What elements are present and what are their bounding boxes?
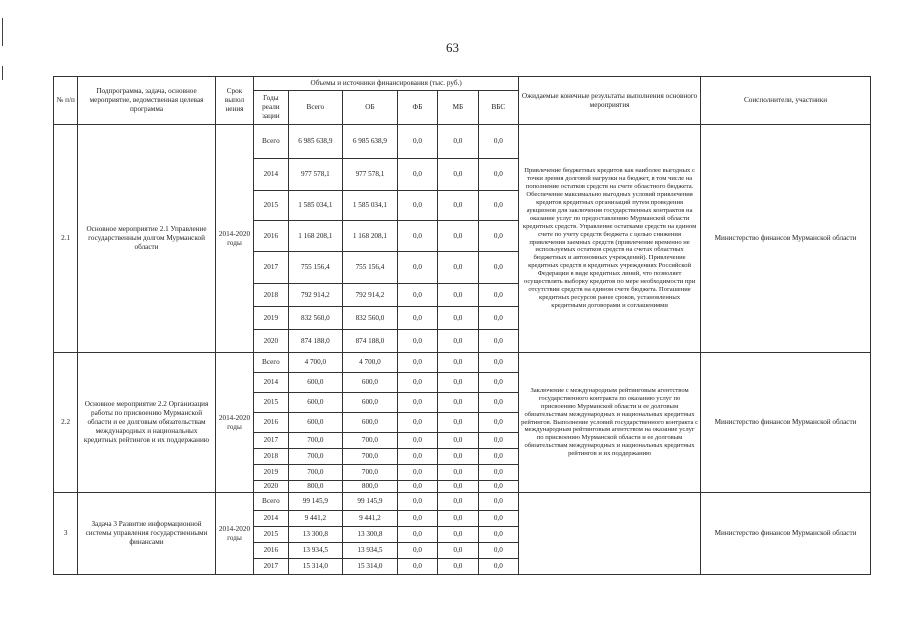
- header-financing: Объемы и источники финансирования (тыс. руб.): [254, 77, 519, 91]
- section-name: Основное мероприятие 2.2 Организация работы по присвоению Мурманской области и ее долговым обязательствам международных и национальных кредитных рейтингов и их поддержанию: [78, 353, 216, 493]
- cell-vbs: 0,0: [478, 125, 518, 159]
- cell-mb: 0,0: [438, 125, 478, 159]
- cell-ob: 1 168 208,1: [343, 221, 398, 252]
- cell-vbs: 0,0: [478, 330, 518, 353]
- cell-vbs: 0,0: [478, 373, 518, 393]
- section-result: Привлечение бюджетных кредитов как наиболее выгодных с точки зрения долговой нагрузки на бюджет, в том числе на пополнение остатков средств на счете областного бюджета. Обеспечение максимально выгодных условий привлечения кредитов кредитных организаций путем проведения аукционов для заключения государственных контрактов на оказание услуг по предоставлению Мурманской области кредитных средств. Управление остатками средств на едином счете по учету средств бюджета с целью снижения привлечения заемных средств (привлечение временно не используемых остатков средств на счетах областных бюджетных и автономных учреждений). Привлечение кредитных средств в кредитных учреждениях Российской Федерации в виде кредитных линий, что позволяет осуществлять выборку кредитов по мере необходимости при отсутствии средств на едином счете бюджета. Погашение кредитных ресурсов ранее сроков, установленных кредитными договорами и соглашениями: [519, 125, 701, 353]
- header-mb: МБ: [438, 91, 478, 125]
- cell-vbs: 0,0: [478, 413, 518, 433]
- section-co-executors: Министерство финансов Мурманской области: [701, 353, 871, 493]
- cell-year: 2016: [254, 543, 288, 559]
- header-term: Срок выпол нения: [215, 77, 253, 125]
- cell-vbs: 0,0: [478, 527, 518, 543]
- cell-vsego: 13 934,5: [288, 543, 343, 559]
- header-fb: ФБ: [397, 91, 437, 125]
- cell-vbs: 0,0: [478, 284, 518, 307]
- cell-year: Всего: [254, 353, 288, 373]
- cell-vsego: 792 914,2: [288, 284, 343, 307]
- cell-ob: 1 585 034,1: [343, 191, 398, 221]
- cell-ob: 700,0: [343, 465, 398, 481]
- cell-vbs: 0,0: [478, 221, 518, 252]
- cell-vbs: 0,0: [478, 511, 518, 527]
- table-row: [54, 353, 871, 373]
- cell-mb: 0,0: [438, 559, 478, 575]
- cell-fb: 0,0: [397, 159, 437, 191]
- cell-ob: 792 914,2: [343, 284, 398, 307]
- cell-fb: 0,0: [397, 543, 437, 559]
- cell-year: 2018: [254, 284, 288, 307]
- cell-vsego: 700,0: [288, 433, 343, 449]
- section-number: 3: [54, 493, 78, 575]
- header-vsego: Всего: [288, 91, 343, 125]
- cell-year: 2017: [254, 559, 288, 575]
- cell-year: 2020: [254, 330, 288, 353]
- cell-ob: 700,0: [343, 449, 398, 465]
- cell-fb: 0,0: [397, 493, 437, 511]
- cell-mb: 0,0: [438, 511, 478, 527]
- cell-ob: 13 934,5: [343, 543, 398, 559]
- financing-plan-table: [53, 76, 871, 575]
- cell-vsego: 977 578,1: [288, 159, 343, 191]
- cell-vsego: 1 585 034,1: [288, 191, 343, 221]
- cell-vsego: 9 441,2: [288, 511, 343, 527]
- cell-ob: 13 300,8: [343, 527, 398, 543]
- section-name: Основное мероприятие 2.1 Управление государственным долгом Мурманской области: [78, 125, 216, 353]
- cell-year: 2014: [254, 373, 288, 393]
- cell-vbs: 0,0: [478, 449, 518, 465]
- cell-ob: 6 985 638,9: [343, 125, 398, 159]
- cell-mb: 0,0: [438, 353, 478, 373]
- cell-ob: 755 156,4: [343, 252, 398, 284]
- cell-year: 2014: [254, 159, 288, 191]
- cell-fb: 0,0: [397, 413, 437, 433]
- cell-vsego: 832 560,0: [288, 307, 343, 330]
- cell-vbs: 0,0: [478, 191, 518, 221]
- cell-fb: 0,0: [397, 252, 437, 284]
- cell-vbs: 0,0: [478, 159, 518, 191]
- cell-mb: 0,0: [438, 465, 478, 481]
- section-co-executors: Министерство финансов Мурманской области: [701, 125, 871, 353]
- scan-edge-mark-bottom: [2, 66, 3, 80]
- cell-mb: 0,0: [438, 433, 478, 449]
- section-result: Заключение с международным рейтинговым агентством государственного контракта по оказанию услуг по присвоению Мурманской области и ее долговым обязательствам международных и национальных кредитных рейтингов. Выполнение условий государственного контракта с международным рейтинговым агентством на оказание услуг по присвоению Мурманской области и ее долговым обязательствам международных и национальных кредитных рейтингов и их поддержанию: [519, 353, 701, 493]
- cell-vsego: 4 700,0: [288, 353, 343, 373]
- cell-fb: 0,0: [397, 449, 437, 465]
- cell-year: 2015: [254, 393, 288, 413]
- plan-body: [54, 125, 871, 575]
- cell-year: 2015: [254, 191, 288, 221]
- cell-fb: 0,0: [397, 330, 437, 353]
- cell-ob: 15 314,0: [343, 559, 398, 575]
- section-number: 2.2: [54, 353, 78, 493]
- cell-year: 2017: [254, 433, 288, 449]
- cell-ob: 874 188,0: [343, 330, 398, 353]
- cell-fb: 0,0: [397, 511, 437, 527]
- cell-year: 2015: [254, 527, 288, 543]
- cell-vsego: 600,0: [288, 373, 343, 393]
- section-number: 2.1: [54, 125, 78, 353]
- cell-vbs: 0,0: [478, 481, 518, 493]
- cell-vsego: 800,0: [288, 481, 343, 493]
- cell-vbs: 0,0: [478, 433, 518, 449]
- cell-vsego: 600,0: [288, 393, 343, 413]
- cell-year: 2017: [254, 252, 288, 284]
- cell-vsego: 874 188,0: [288, 330, 343, 353]
- cell-mb: 0,0: [438, 191, 478, 221]
- cell-vbs: 0,0: [478, 307, 518, 330]
- cell-mb: 0,0: [438, 413, 478, 433]
- section-term: 2014-2020 годы: [215, 493, 253, 575]
- cell-vbs: 0,0: [478, 465, 518, 481]
- cell-ob: 9 441,2: [343, 511, 398, 527]
- cell-mb: 0,0: [438, 284, 478, 307]
- cell-fb: 0,0: [397, 221, 437, 252]
- cell-year: 2016: [254, 413, 288, 433]
- cell-mb: 0,0: [438, 252, 478, 284]
- header-no: № п/п: [54, 77, 78, 125]
- cell-mb: 0,0: [438, 449, 478, 465]
- cell-mb: 0,0: [438, 493, 478, 511]
- cell-vbs: 0,0: [478, 393, 518, 413]
- cell-vsego: 13 300,8: [288, 527, 343, 543]
- section-term: 2014-2020 годы: [215, 353, 253, 493]
- table-row: [54, 493, 871, 511]
- cell-ob: 700,0: [343, 433, 398, 449]
- cell-vsego: 700,0: [288, 449, 343, 465]
- cell-mb: 0,0: [438, 159, 478, 191]
- cell-ob: 977 578,1: [343, 159, 398, 191]
- cell-ob: 600,0: [343, 393, 398, 413]
- cell-ob: 600,0: [343, 373, 398, 393]
- cell-fb: 0,0: [397, 284, 437, 307]
- cell-year: Всего: [254, 493, 288, 511]
- cell-fb: 0,0: [397, 191, 437, 221]
- cell-vbs: 0,0: [478, 543, 518, 559]
- cell-fb: 0,0: [397, 527, 437, 543]
- cell-year: 2016: [254, 221, 288, 252]
- cell-vsego: 1 168 208,1: [288, 221, 343, 252]
- cell-mb: 0,0: [438, 221, 478, 252]
- cell-ob: 832 560,0: [343, 307, 398, 330]
- cell-year: 2014: [254, 511, 288, 527]
- section-name: Задача 3 Развитие информационной системы управления государственными финансами: [78, 493, 216, 575]
- cell-year: 2018: [254, 449, 288, 465]
- cell-fb: 0,0: [397, 393, 437, 413]
- section-result: [519, 493, 701, 575]
- cell-fb: 0,0: [397, 373, 437, 393]
- cell-mb: 0,0: [438, 543, 478, 559]
- section-co-executors: Министерство финансов Мурманской области: [701, 493, 871, 575]
- header-row-top: [54, 77, 871, 91]
- cell-mb: 0,0: [438, 373, 478, 393]
- cell-year: 2020: [254, 481, 288, 493]
- cell-vsego: 6 985 638,9: [288, 125, 343, 159]
- cell-ob: 800,0: [343, 481, 398, 493]
- section-term: 2014-2020 годы: [215, 125, 253, 353]
- cell-vbs: 0,0: [478, 252, 518, 284]
- cell-mb: 0,0: [438, 330, 478, 353]
- header-program: Подпрограмма, задача, основное мероприятие, ведомственная целевая программа: [78, 77, 216, 125]
- cell-ob: 4 700,0: [343, 353, 398, 373]
- cell-vsego: 755 156,4: [288, 252, 343, 284]
- cell-fb: 0,0: [397, 481, 437, 493]
- cell-year: 2019: [254, 307, 288, 330]
- cell-fb: 0,0: [397, 307, 437, 330]
- cell-fb: 0,0: [397, 559, 437, 575]
- cell-vsego: 99 145,9: [288, 493, 343, 511]
- cell-year: 2019: [254, 465, 288, 481]
- cell-vbs: 0,0: [478, 353, 518, 373]
- header-years: Годы реали зации: [254, 91, 288, 125]
- cell-ob: 99 145,9: [343, 493, 398, 511]
- page-number: 63: [446, 40, 459, 55]
- cell-mb: 0,0: [438, 481, 478, 493]
- cell-mb: 0,0: [438, 307, 478, 330]
- header-co-executors: Соисполнители, участники: [701, 77, 871, 125]
- cell-vbs: 0,0: [478, 559, 518, 575]
- header-result: Ожидаемые конечные результаты выполнения основного мероприятия: [519, 77, 701, 125]
- cell-fb: 0,0: [397, 353, 437, 373]
- table-row: [54, 125, 871, 159]
- cell-mb: 0,0: [438, 393, 478, 413]
- cell-vsego: 15 314,0: [288, 559, 343, 575]
- cell-vsego: 600,0: [288, 413, 343, 433]
- cell-ob: 600,0: [343, 413, 398, 433]
- cell-year: Всего: [254, 125, 288, 159]
- header-ob: ОБ: [343, 91, 398, 125]
- cell-mb: 0,0: [438, 527, 478, 543]
- cell-fb: 0,0: [397, 433, 437, 449]
- cell-fb: 0,0: [397, 465, 437, 481]
- cell-vbs: 0,0: [478, 493, 518, 511]
- cell-vsego: 700,0: [288, 465, 343, 481]
- header-vbs: ВБС: [478, 91, 518, 125]
- cell-fb: 0,0: [397, 125, 437, 159]
